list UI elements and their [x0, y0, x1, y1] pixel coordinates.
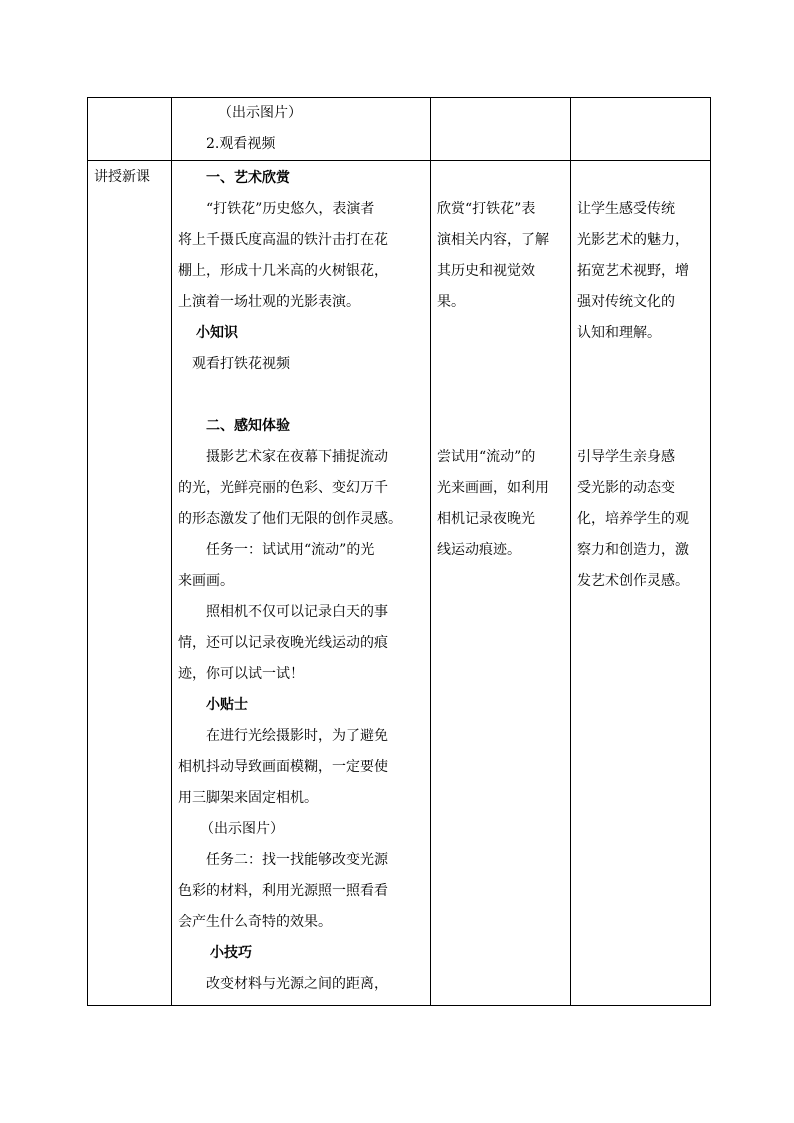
lesson-plan-table	[87, 97, 711, 1006]
student-activity-line: 相机记录夜晚光	[437, 511, 535, 527]
tip-text: 观看打铁花视频	[192, 356, 290, 372]
task-one-line: 来画画。	[178, 573, 234, 589]
content-cell	[172, 98, 431, 161]
design-intent-line: 化，培养学生的观	[577, 511, 689, 527]
paragraph-line: 用三脚架来固定相机。	[178, 790, 318, 806]
design-intent-line: 受光影的动态变	[577, 480, 675, 496]
paragraph-line: 上演着一场壮观的光影表演。	[178, 294, 360, 310]
show-picture-text: （出示图片）	[218, 105, 302, 121]
stage-cell	[88, 98, 172, 161]
section-heading-art-appreciation: 一、艺术欣赏	[206, 170, 290, 186]
design-intent-line: 发艺术创作灵感。	[577, 573, 689, 589]
task-two-line: 色彩的材料，利用光源照一照看看	[178, 883, 388, 899]
paragraph-line: 迹，你可以试一试！	[178, 666, 304, 682]
stage-label: 讲授新课	[94, 169, 150, 185]
paragraph-line: 的形态激发了他们无限的创作灵感。	[178, 511, 402, 527]
student-activity-cell	[431, 161, 571, 1006]
task-two-line: 任务二：找一找能够改变光源	[206, 852, 388, 868]
design-intent-cell	[571, 98, 711, 161]
paragraph-line: 情，还可以记录夜晚光线运动的痕	[178, 635, 388, 651]
show-picture-text: （出示图片）	[200, 821, 284, 837]
task-one-line: 任务一：试试用“流动”的光	[206, 542, 375, 558]
student-activity-line: 尝试用“流动”的	[437, 449, 536, 465]
paragraph-line: 在进行光绘摄影时，为了避免	[206, 728, 388, 744]
content-cell	[172, 161, 431, 1006]
table-row	[88, 98, 711, 161]
student-activity-line: 演相关内容，了解	[437, 232, 549, 248]
design-intent-line: 强对传统文化的	[577, 294, 675, 310]
design-intent-cell	[571, 161, 711, 1006]
design-intent-line: 拓宽艺术视野，增	[577, 263, 689, 279]
watch-video-text: 2.观看视频	[206, 136, 276, 152]
table-row	[88, 161, 711, 1006]
design-intent-line: 引导学生亲身感	[577, 449, 675, 465]
design-intent-line: 认知和理解。	[577, 325, 661, 341]
student-activity-line: 欣赏“打铁花”表	[437, 201, 536, 217]
paragraph-line: “打铁花”历史悠久，表演者	[206, 201, 375, 217]
paragraph-line: 的光，光鲜亮丽的色彩、变幻万千	[178, 480, 388, 496]
paragraph-line: 照相机不仅可以记录白天的事	[206, 604, 388, 620]
student-activity-line: 光来画画，如利用	[437, 480, 549, 496]
paragraph-line: 摄影艺术家在夜幕下捕捉流动	[206, 449, 388, 465]
task-two-line: 会产生什么奇特的效果。	[178, 914, 332, 930]
paragraph-line: 棚上，形成十几米高的火树银花，	[178, 263, 388, 279]
paragraph-line: 相机抖动导致画面模糊，一定要使	[178, 759, 388, 775]
student-activity-line: 果。	[437, 294, 465, 310]
paragraph-line: 改变材料与光源之间的距离，	[206, 976, 388, 992]
student-activity-cell	[431, 98, 571, 161]
paragraph-line: 将上千摄氏度高温的铁汁击打在花	[178, 232, 388, 248]
student-activity-line: 线运动痕迹。	[437, 542, 521, 558]
stage-cell	[88, 161, 172, 1006]
design-intent-line: 察力和创造力，激	[577, 542, 689, 558]
design-intent-line: 光影艺术的魅力，	[577, 232, 689, 248]
tip-title-technique: 小技巧	[210, 945, 252, 961]
design-intent-line: 让学生感受传统	[577, 201, 675, 217]
section-heading-perception: 二、感知体验	[206, 418, 290, 434]
student-activity-line: 其历史和视觉效	[437, 263, 535, 279]
tip-title-knowledge: 小知识	[196, 325, 238, 341]
tip-title-tips: 小贴士	[206, 697, 248, 713]
